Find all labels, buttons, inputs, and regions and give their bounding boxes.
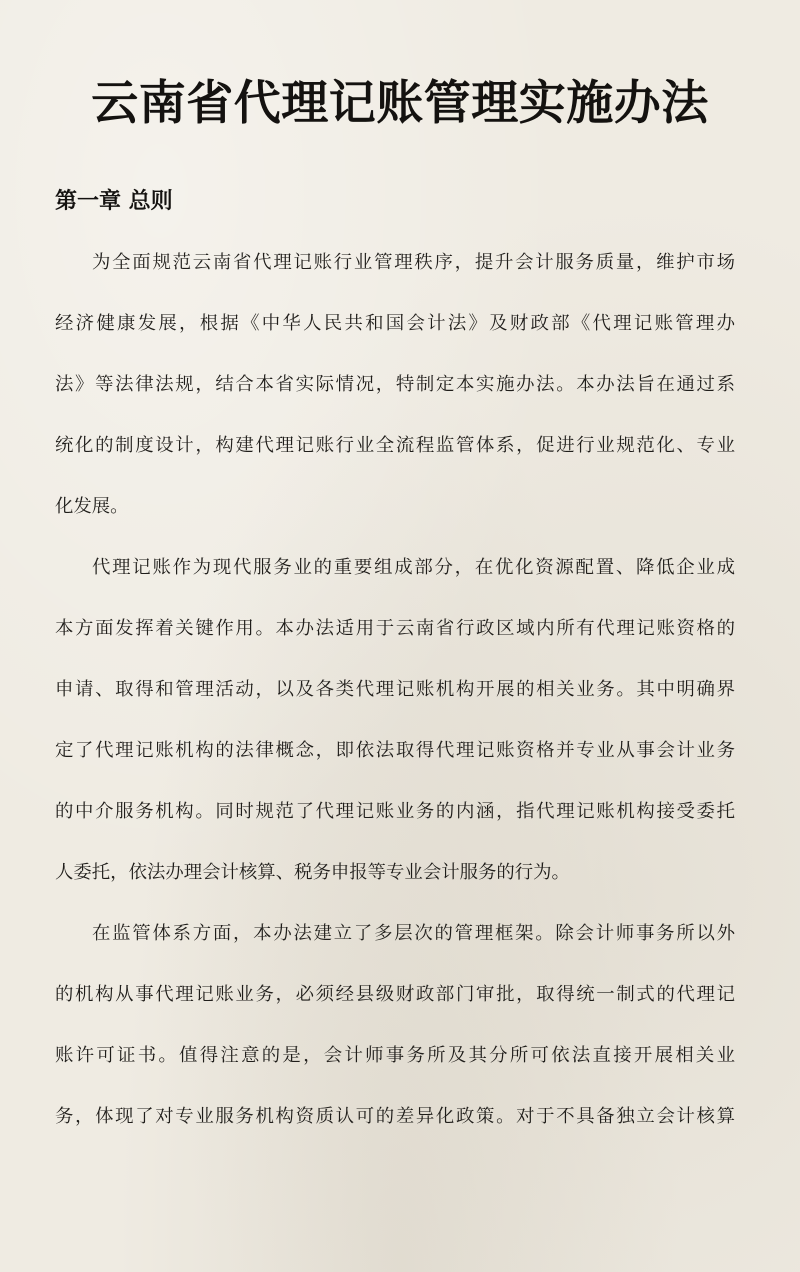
chapter-heading: 第一章 总则 [55,189,173,214]
paragraph-line: 代理记账作为现代服务业的重要组成部分，在优化资源配置、降低企业成 [92,557,735,578]
paragraph-line: 人委托，依法办理会计核算、税务申报等专业会计服务的行为。 [55,862,570,883]
paragraph-line: 账许可证书。值得注意的是，会计师事务所及其分所可依法直接开展相关业 [55,1045,735,1066]
paragraph-line: 为全面规范云南省代理记账行业管理秩序，提升会计服务质量，维护市场 [92,252,735,273]
paragraph-line: 定了代理记账机构的法律概念，即依法取得代理记账资格并专业从事会计业务 [55,740,735,761]
paragraph-line: 申请、取得和管理活动，以及各类代理记账机构开展的相关业务。其中明确界 [55,679,735,700]
paragraph-1 [55,232,735,537]
paragraph-2 [55,537,735,903]
document-title: 云南省代理记账管理实施办法 [91,76,709,131]
paragraph-line: 务，体现了对专业服务机构资质认可的差异化政策。对于不具备独立会计核算 [55,1106,735,1127]
paragraph-line: 法》等法律法规，结合本省实际情况，特制定本实施办法。本办法旨在通过系 [55,374,735,395]
paragraph-line: 统化的制度设计，构建代理记账行业全流程监管体系，促进行业规范化、专业 [55,435,735,456]
paragraph-line: 本方面发挥着关键作用。本办法适用于云南省行政区域内所有代理记账资格的 [55,618,735,639]
paragraph-line: 化发展。 [55,496,129,517]
paragraph-3 [55,903,735,1147]
paragraph-line: 的机构从事代理记账业务，必须经县级财政部门审批，取得统一制式的代理记 [55,984,735,1005]
paragraph-line: 经济健康发展，根据《中华人民共和国会计法》及财政部《代理记账管理办 [55,313,735,334]
paragraph-line: 的中介服务机构。同时规范了代理记账业务的内涵，指代理记账机构接受委托 [55,801,735,822]
paragraph-line: 在监管体系方面，本办法建立了多层次的管理框架。除会计师事务所以外 [92,923,735,944]
